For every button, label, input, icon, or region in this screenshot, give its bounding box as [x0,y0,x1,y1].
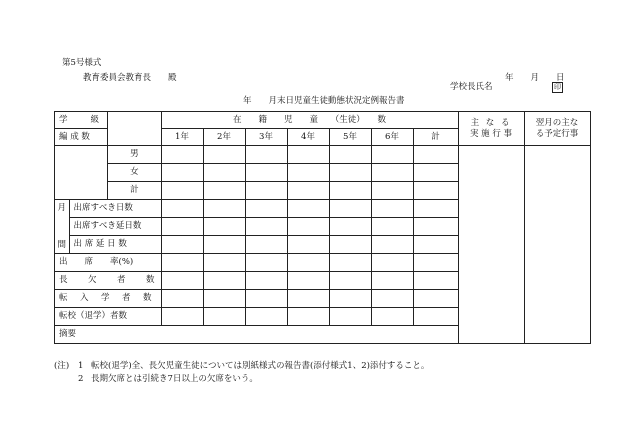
col-header-grade-3: 3年 [245,129,287,146]
row-label-male: 男 [108,146,161,164]
row-label-long-absence: 長 欠 者 数 [55,272,162,290]
cell[interactable] [287,164,329,182]
row-label-required-days: 出席すべき日数 [69,200,161,218]
header-activities: 主 な る 実 施 行 事 [458,112,524,146]
addressee: 教育委員会教育長 殿 [83,73,177,83]
cell[interactable] [371,290,413,308]
row-label-summary[interactable]: 摘要 [55,326,459,344]
cell[interactable] [287,182,329,200]
cell[interactable] [413,182,458,200]
cell[interactable] [287,146,329,164]
cell[interactable] [245,146,287,164]
header-grade-class: 学 級 [55,112,108,129]
cell[interactable] [371,200,413,218]
activities-column[interactable] [458,146,524,344]
cell[interactable] [287,272,329,290]
cell[interactable] [245,218,287,236]
cell[interactable] [287,308,329,326]
cell[interactable] [329,164,371,182]
cell[interactable] [161,272,203,290]
header-enrollment: 在 籍 児 童 （生徒） 数 [161,112,458,129]
row-label-attendance-rate: 出 席 率(%) [55,254,162,272]
cell[interactable] [329,254,371,272]
cell[interactable] [203,182,245,200]
month-period-label: 月 間 [55,200,70,254]
cell[interactable] [371,236,413,254]
note-2-number: 2 [78,374,84,384]
cell[interactable] [161,146,203,164]
notes-label: (注) [54,361,70,371]
cell[interactable] [161,290,203,308]
cell[interactable] [413,272,458,290]
cell[interactable] [329,272,371,290]
header-class-count: 編 成 数 [55,129,108,146]
header-next-month: 翌月の主な る予定行事 [524,112,590,146]
cell[interactable] [245,200,287,218]
col-header-grade-4: 4年 [287,129,329,146]
cell[interactable] [329,290,371,308]
cell[interactable] [413,218,458,236]
cell[interactable] [161,236,203,254]
cell[interactable] [413,146,458,164]
cell[interactable] [329,236,371,254]
cell[interactable] [245,254,287,272]
cell[interactable] [371,308,413,326]
cell[interactable] [203,146,245,164]
next-month-column[interactable] [524,146,590,344]
row-label-required-total-days: 出席すべき延日数 [69,218,161,236]
cell[interactable] [329,200,371,218]
cell[interactable] [329,218,371,236]
cell[interactable] [161,218,203,236]
cell[interactable] [245,308,287,326]
cell[interactable] [203,164,245,182]
cell[interactable] [203,200,245,218]
cell[interactable] [245,272,287,290]
cell[interactable] [371,218,413,236]
cell[interactable] [371,272,413,290]
cell[interactable] [161,308,203,326]
cell[interactable] [413,164,458,182]
note-1-number: 1 [78,361,84,371]
cell[interactable] [371,254,413,272]
seal-mark: 印 [554,83,561,91]
cell[interactable] [413,236,458,254]
cell[interactable] [287,254,329,272]
note-1-text: 転校(退学)全、長欠児童生徒については別紙様式の報告書(添付様式1、2)添付すること。 [91,361,430,371]
cell[interactable] [203,290,245,308]
cell[interactable] [287,290,329,308]
cell[interactable] [287,200,329,218]
row-label-transfer-out: 転校（退学）者数 [55,308,162,326]
row-label-female: 女 [108,164,161,182]
col-header-grade-2: 2年 [203,129,245,146]
cell[interactable] [371,146,413,164]
col-header-total: 計 [413,129,458,146]
note-2-text: 長期欠席とは引続き7日以上の欠席をいう。 [91,374,258,384]
cell[interactable] [329,308,371,326]
header-row-1 [55,112,591,129]
cell[interactable] [203,236,245,254]
row-label-attendance-total-days: 出 席 延 日 数 [69,236,161,254]
header-blank-cell [108,112,161,146]
date-line: 年 月 日 [505,73,565,83]
row-male [55,146,591,164]
cell[interactable] [287,218,329,236]
grade-stub-cell [55,146,108,200]
form-number: 第5号様式 [62,58,102,68]
row-label-total: 計 [108,182,161,200]
cell[interactable] [245,182,287,200]
cell[interactable] [245,236,287,254]
cell[interactable] [413,200,458,218]
report-title: 年 月末日児童生徒動態状況定例報告書 [243,96,405,106]
col-header-grade-1: 1年 [161,129,203,146]
col-header-grade-5: 5年 [329,129,371,146]
cell[interactable] [161,254,203,272]
cell[interactable] [287,236,329,254]
cell[interactable] [245,290,287,308]
cell[interactable] [203,308,245,326]
row-label-transfer-in: 転 入 学 者 数 [55,290,162,308]
cell[interactable] [161,164,203,182]
cell[interactable] [413,254,458,272]
cell[interactable] [329,146,371,164]
cell[interactable] [161,200,203,218]
cell[interactable] [203,218,245,236]
cell[interactable] [203,254,245,272]
cell[interactable] [413,308,458,326]
cell[interactable] [161,182,203,200]
col-header-grade-6: 6年 [371,129,413,146]
school-principal-name-label: 学校長氏名 [450,82,493,92]
cell[interactable] [371,164,413,182]
cell[interactable] [245,164,287,182]
cell[interactable] [203,272,245,290]
cell[interactable] [371,182,413,200]
report-table [54,111,591,344]
cell[interactable] [413,290,458,308]
cell[interactable] [329,182,371,200]
